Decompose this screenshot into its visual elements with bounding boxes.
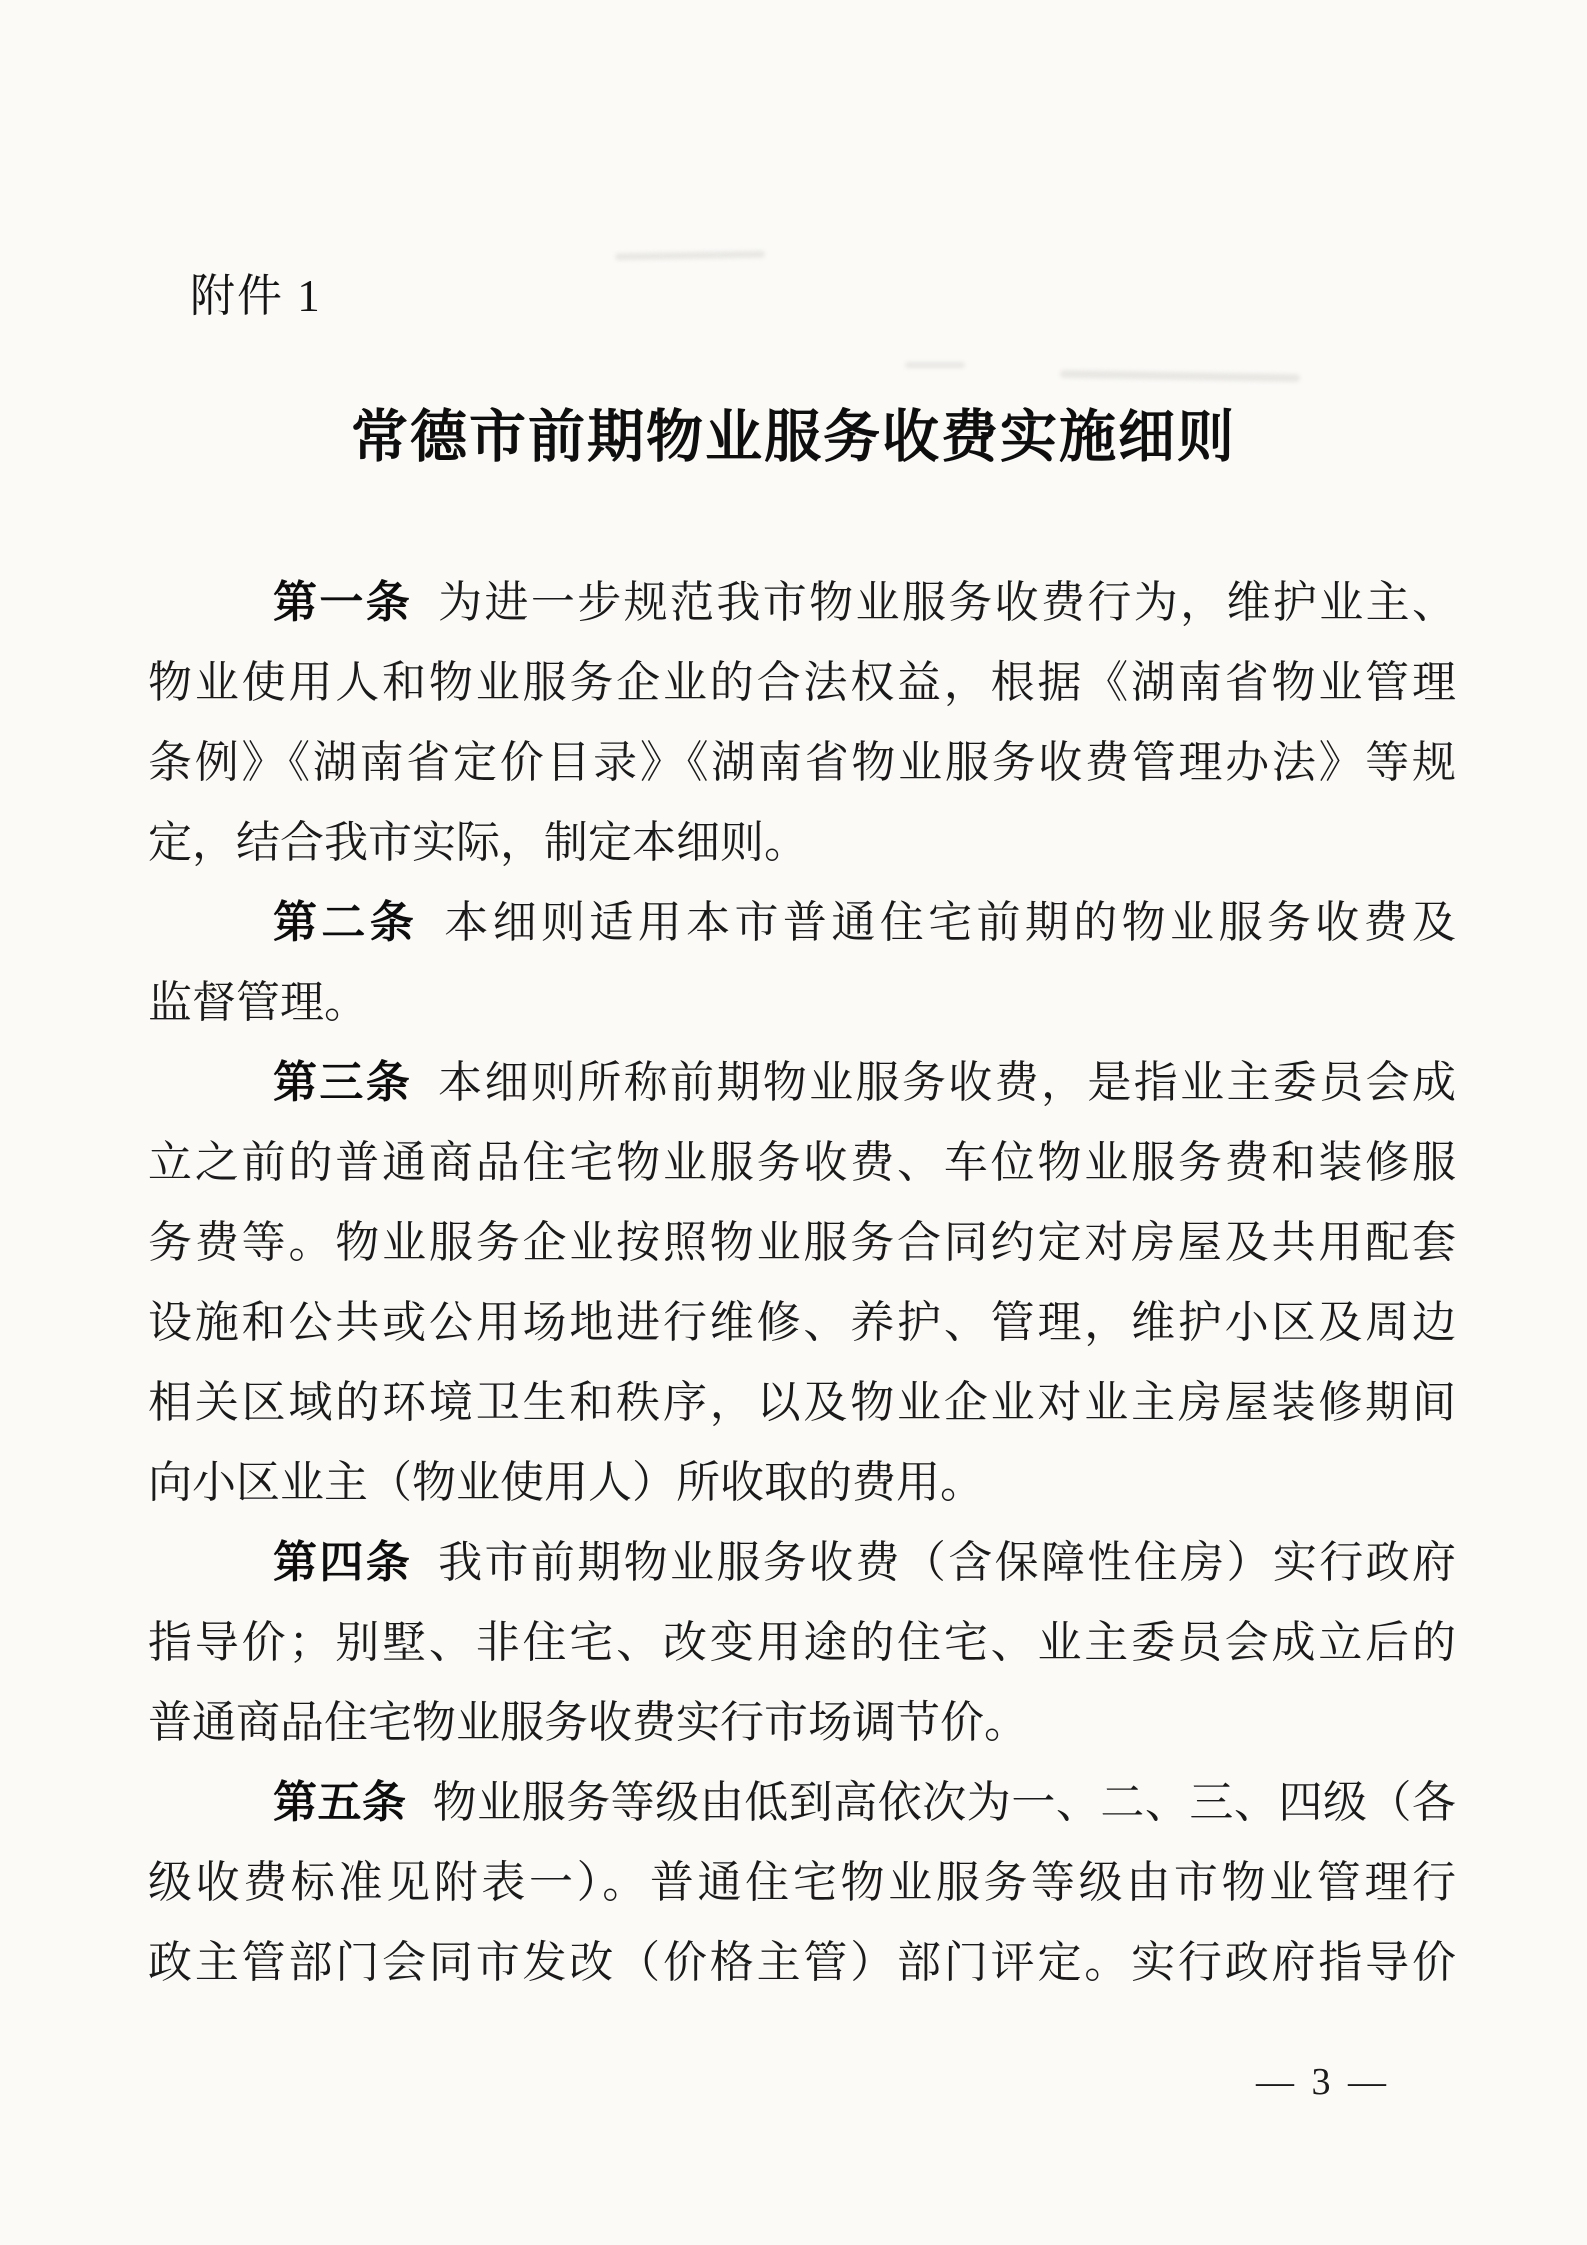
article-number: 第三条 — [273, 1057, 413, 1108]
body-line — [148, 1603, 1456, 1683]
body-line — [148, 1923, 1456, 2003]
body-line-article-2 — [148, 883, 1456, 963]
line-text: 物业使用人和物业服务企业的合法权益，根据《湖南省物业管理 — [148, 658, 1456, 707]
line-text: 相关区域的环境卫生和秩序，以及物业企业对业主房屋装修期间 — [148, 1378, 1456, 1427]
body-line — [148, 1843, 1456, 1923]
body-line — [148, 803, 1456, 883]
line-text: 我市前期物业服务收费（含保障性住房）实行政府 — [438, 1538, 1456, 1587]
line-text: 务费等。物业服务企业按照物业服务合同约定对房屋及共用配套 — [148, 1218, 1456, 1267]
line-text: 为进一步规范我市物业服务收费行为，维护业主、 — [438, 578, 1456, 627]
body-line — [148, 1123, 1456, 1203]
article-number: 第二条 — [273, 897, 419, 948]
article-number: 第一条 — [273, 577, 413, 628]
body-line — [148, 643, 1456, 723]
body-line — [148, 1203, 1456, 1283]
body-line — [148, 963, 1456, 1043]
line-text: 指导价；别墅、非住宅、改变用途的住宅、业主委员会成立后的 — [148, 1618, 1456, 1667]
body-line-article-4 — [148, 1523, 1456, 1603]
page-number: — 3 — — [1256, 2061, 1390, 2103]
body-line-article-3 — [148, 1043, 1456, 1123]
scan-artifact — [615, 251, 765, 261]
document-title: 常德市前期物业服务收费实施细则 — [351, 404, 1236, 470]
line-text: 政主管部门会同市发改（价格主管）部门评定。实行政府指导价 — [148, 1938, 1456, 1987]
body-line — [148, 1363, 1456, 1443]
line-text: 条例》《湖南省定价目录》《湖南省物业服务收费管理办法》等规 — [148, 738, 1456, 787]
line-text: 监督管理。 — [148, 978, 368, 1027]
scan-artifact — [1060, 370, 1300, 382]
body-line — [148, 1443, 1456, 1523]
body-line — [148, 723, 1456, 803]
attachment-label: 附件 1 — [190, 271, 322, 321]
line-text: 向小区业主（物业使用人）所收取的费用。 — [148, 1458, 984, 1507]
line-text: 物业服务等级由低到高依次为一、二、三、四级（各 — [432, 1778, 1457, 1827]
line-text: 设施和公共或公用场地进行维修、养护、管理，维护小区及周边 — [148, 1298, 1456, 1347]
body-line — [148, 1283, 1456, 1363]
line-text: 本细则所称前期物业服务收费，是指业主委员会成 — [438, 1058, 1456, 1107]
article-number: 第四条 — [273, 1537, 413, 1588]
body-line — [148, 1683, 1456, 1763]
body-line-article-5 — [148, 1763, 1456, 1843]
document-body — [148, 563, 1456, 2003]
body-line-article-1 — [148, 563, 1456, 643]
line-text: 本细则适用本市普通住宅前期的物业服务收费及 — [444, 898, 1457, 947]
scan-artifact — [905, 362, 965, 368]
line-text: 普通商品住宅物业服务收费实行市场调节价。 — [148, 1698, 1028, 1747]
line-text: 定，结合我市实际，制定本细则。 — [148, 818, 808, 867]
line-text: 立之前的普通商品住宅物业服务收费、车位物业服务费和装修服 — [148, 1138, 1456, 1187]
article-number: 第五条 — [273, 1777, 407, 1828]
line-text: 级收费标准见附表一）。普通住宅物业服务等级由市物业管理行 — [148, 1858, 1456, 1907]
